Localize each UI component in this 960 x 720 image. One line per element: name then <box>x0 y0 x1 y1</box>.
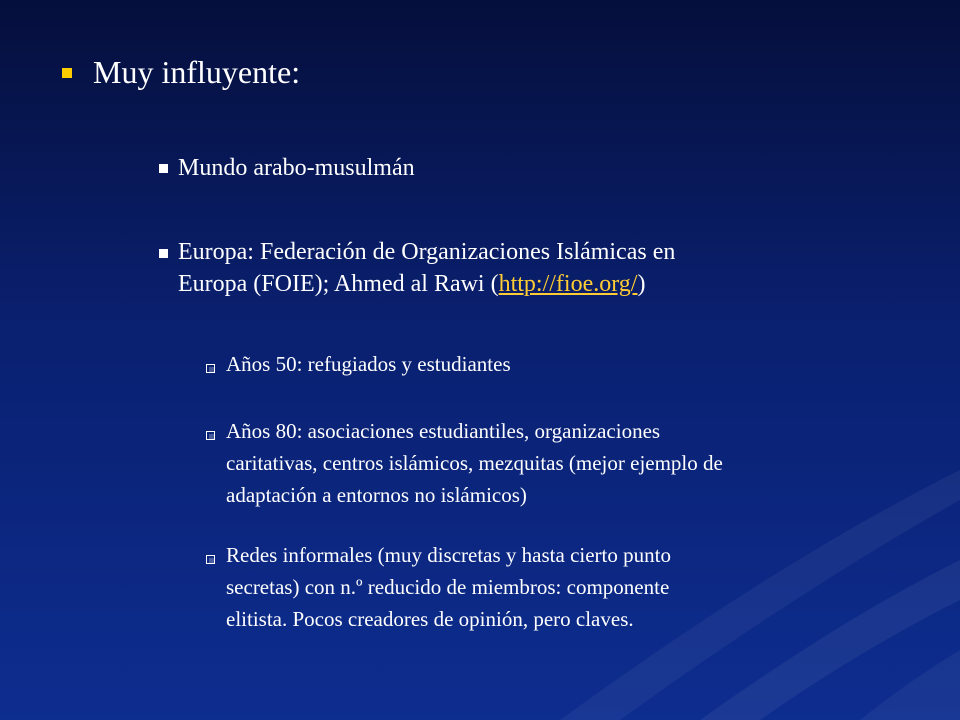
checkbox-bullet-icon <box>206 555 215 564</box>
item-europa-close: ) <box>637 271 646 297</box>
checkbox-bullet-icon <box>206 364 215 373</box>
checkbox-bullet-icon <box>206 431 215 440</box>
heading-bullet-icon <box>62 68 72 78</box>
subitem-redes-line3: elitista. Pocos creadores de opinión, pero claves. <box>226 607 634 631</box>
subitem-anos-50: Años 50: refugiados y estudiantes <box>226 352 511 376</box>
item-mundo-arabo: Mundo arabo-musulmán <box>178 155 415 181</box>
fioe-link[interactable]: http://fioe.org/ <box>498 271 638 297</box>
bullet-square-icon <box>159 249 168 258</box>
subitem-anos-80-line1: Años 80: asociaciones estudiantiles, organizaciones <box>226 419 661 443</box>
item-europa-line1: Europa: Federación de Organizaciones Islámicas en <box>178 239 676 265</box>
subitem-anos-80-line2: caritativas, centros islámicos, mezquitas (mejor ejemplo de <box>226 451 723 475</box>
bullet-square-icon <box>159 164 168 173</box>
slide-heading: Muy influyente: <box>93 54 301 90</box>
subitem-redes-line2: secretas) con n.º reducido de miembros: componente <box>226 575 670 599</box>
item-europa-line2 <box>178 270 645 299</box>
subitem-redes-line1: Redes informales (muy discretas y hasta cierto punto <box>226 543 671 567</box>
item-europa-text: Europa (FOIE); Ahmed al Rawi ( <box>178 271 499 297</box>
subitem-anos-80-line3: adaptación a entornos no islámicos) <box>226 483 527 507</box>
